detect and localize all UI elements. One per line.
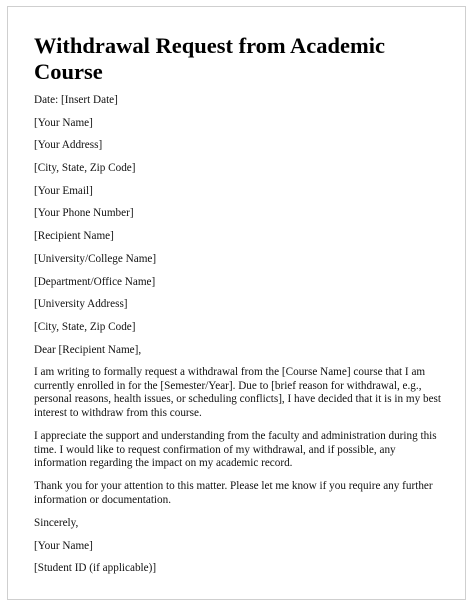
recipient-name: [Recipient Name] <box>34 230 114 243</box>
signature-name: [Your Name] <box>34 539 93 552</box>
body-paragraph-2: I appreciate the support and understanding from the faculty and administration during this time. I would like to request confirmation of my withdrawal, and if possible, any information regarding the impact on my academic record. <box>34 430 437 470</box>
sender-address: [Your Address] <box>34 139 103 152</box>
body-paragraph-1: I am writing to formally request a withdrawal from the [Course Name] course that I am currently enrolled in for the [Semester/Year]. Due to [brief reason for withdrawal, e.g., personal reasons, health issues, or scheduling conflicts], I have decided that it is in my best interest to withdraw from this course. <box>34 366 441 420</box>
sender-city-state-zip: [City, State, Zip Code] <box>34 162 136 175</box>
closing: Sincerely, <box>34 517 79 530</box>
sender-email: [Your Email] <box>34 184 93 197</box>
recipient-institution: [University/College Name] <box>34 252 157 265</box>
sender-name: [Your Name] <box>34 116 93 129</box>
recipient-city-state-zip: [City, State, Zip Code] <box>34 320 136 333</box>
recipient-department: [Department/Office Name] <box>34 275 156 288</box>
letter-page <box>7 6 466 600</box>
letter-title: Withdrawal Request from Academic Course <box>34 33 386 84</box>
student-id: [Student ID (if applicable)] <box>34 562 157 575</box>
sender-phone: [Your Phone Number] <box>34 207 134 220</box>
letter-content <box>34 33 444 585</box>
body-paragraph-3: Thank you for your attention to this matter. Please let me know if you require any further information or documentation. <box>34 480 433 506</box>
recipient-address: [University Address] <box>34 298 128 311</box>
date-line: Date: [Insert Date] <box>34 94 118 106</box>
salutation: Dear [Recipient Name], <box>34 343 142 356</box>
